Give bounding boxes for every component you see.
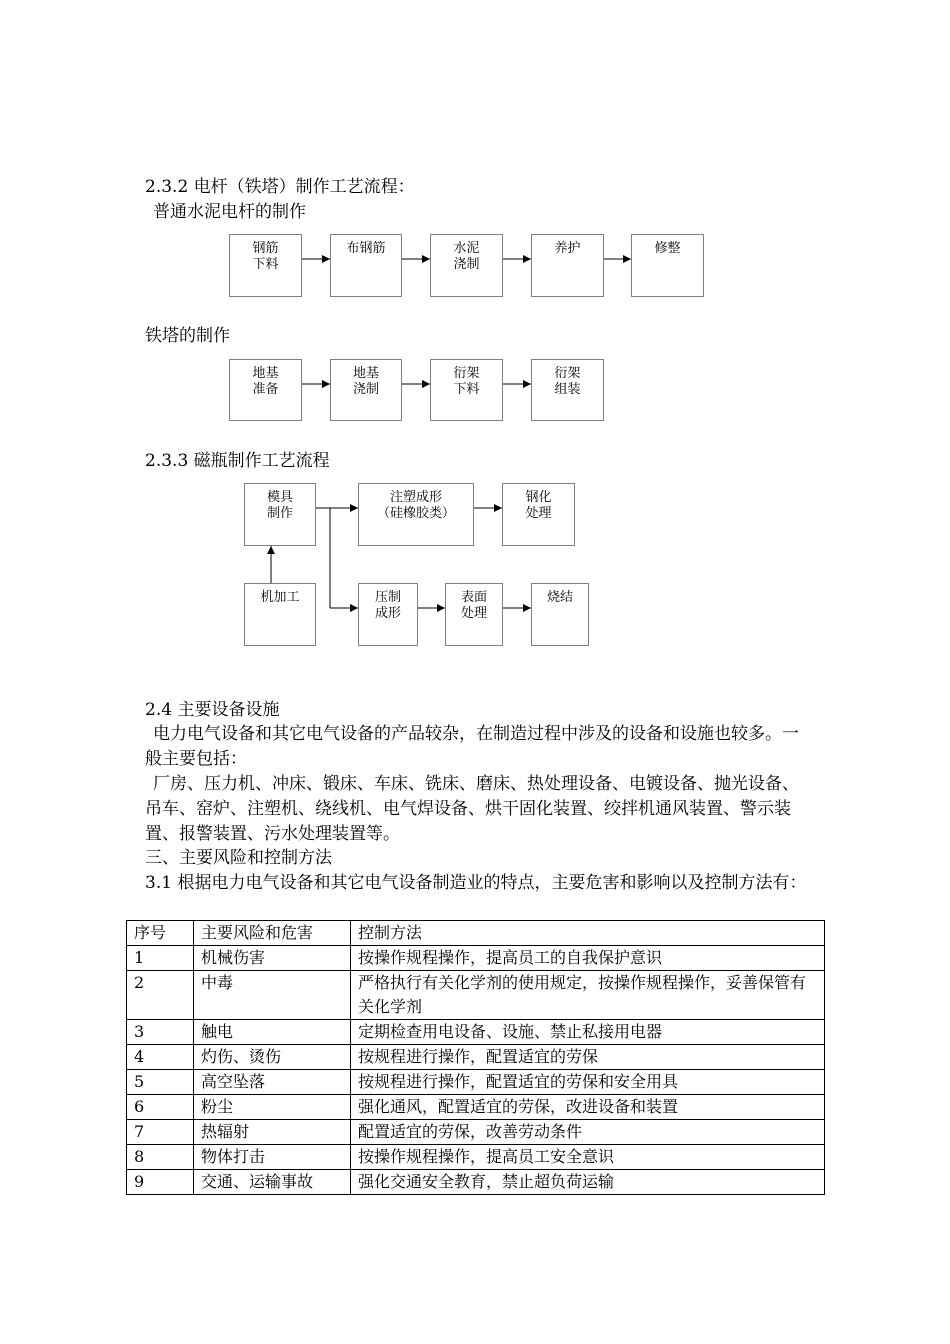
risk-table-header	[127, 921, 825, 946]
risk-name: 粉尘	[194, 1095, 351, 1120]
insulator-step-box: 模具 制作	[244, 483, 316, 546]
control-method: 严格执行有关化学剂的使用规定，按操作规程操作，妥善保管有关化学剂	[351, 971, 825, 1020]
pole-process-title: 普通水泥电杆的制作	[153, 202, 306, 222]
equipment-intro: 电力电气设备和其它电气设备的产品较杂，在制造过程中涉及的设备和设施也较多。一般主要包括：	[145, 724, 799, 769]
risk-name: 热辐射	[194, 1120, 351, 1145]
control-method: 按规程进行操作，配置适宜的劳保	[351, 1045, 825, 1070]
pole-step-box: 钢筋 下料	[229, 234, 302, 297]
control-method: 定期检查用电设备、设施、禁止私接用电器	[351, 1020, 825, 1045]
equipment-list: 厂房、压力机、冲床、锻床、车床、铣床、磨床、热处理设备、电镀设备、抛光设备、吊车、窑炉、注塑机、绕线机、电气焊设备、烘干固化装置、绞拌机通风装置、警示装置、报警装置、污水处理装置等。	[145, 774, 799, 844]
control-method: 强化交通安全教育，禁止超负荷运输	[351, 1170, 825, 1195]
row-number: 3	[127, 1020, 194, 1045]
tower-step-box: 地基 准备	[229, 359, 302, 421]
section-3-heading: 三、主要风险和控制方法	[145, 848, 332, 868]
table-row	[127, 946, 825, 971]
table-row	[127, 1095, 825, 1120]
table-row	[127, 1170, 825, 1195]
tower-step-box: 衍架 下料	[430, 359, 503, 421]
row-number: 4	[127, 1045, 194, 1070]
tower-process-title: 铁塔的制作	[145, 326, 230, 346]
pole-step-box: 布钢筋	[330, 234, 402, 297]
table-row	[127, 1045, 825, 1070]
control-method: 配置适宜的劳保，改善劳动条件	[351, 1120, 825, 1145]
table-row	[127, 1145, 825, 1170]
insulator-step-box: 表面 处理	[445, 583, 503, 646]
row-number: 2	[127, 971, 194, 1020]
section-24-heading: 2.4 主要设备设施	[145, 700, 280, 720]
insulator-step-box: 注塑成形 （硅橡胶类）	[358, 483, 474, 546]
row-number: 9	[127, 1170, 194, 1195]
insulator-step-box: 钢化 处理	[502, 483, 575, 546]
control-method: 强化通风，配置适宜的劳保，改进设备和装置	[351, 1095, 825, 1120]
control-method: 按规程进行操作，配置适宜的劳保和安全用具	[351, 1070, 825, 1095]
pole-step-box: 修整	[631, 234, 704, 297]
header-cell: 序号	[127, 921, 194, 946]
pole-step-box: 养护	[531, 234, 604, 297]
table-row	[127, 1070, 825, 1095]
table-row	[127, 1020, 825, 1045]
risk-name: 中毒	[194, 971, 351, 1020]
header-cell: 控制方法	[351, 921, 825, 946]
row-number: 6	[127, 1095, 194, 1120]
pole-step-box: 水泥 浇制	[430, 234, 503, 297]
risk-name: 高空坠落	[194, 1070, 351, 1095]
row-number: 1	[127, 946, 194, 971]
insulator-step-box: 机加工	[244, 583, 316, 646]
header-cell: 主要风险和危害	[194, 921, 351, 946]
risk-table	[126, 920, 825, 1195]
control-method: 按操作规程操作，提高员工的自我保护意识	[351, 946, 825, 971]
table-row	[127, 971, 825, 1020]
section-232-heading: 2.3.2 电杆（铁塔）制作工艺流程：	[145, 177, 415, 197]
tower-step-box: 地基 浇制	[330, 359, 402, 421]
control-method: 按操作规程操作，提高员工安全意识	[351, 1145, 825, 1170]
row-number: 8	[127, 1145, 194, 1170]
table-row	[127, 1120, 825, 1145]
risk-name: 物体打击	[194, 1145, 351, 1170]
risk-intro: 3.1 根据电力电气设备和其它电气设备制造业的特点，主要危害和影响以及控制方法有：	[145, 873, 807, 893]
risk-name: 触电	[194, 1020, 351, 1045]
insulator-step-box: 烧结	[531, 583, 589, 646]
risk-name: 机械伤害	[194, 946, 351, 971]
risk-name: 交通、运输事故	[194, 1170, 351, 1195]
tower-step-box: 衍架 组装	[531, 359, 604, 421]
row-number: 5	[127, 1070, 194, 1095]
insulator-step-box: 压制 成形	[358, 583, 418, 646]
risk-name: 灼伤、烫伤	[194, 1045, 351, 1070]
section-233-heading: 2.3.3 磁瓶制作工艺流程	[145, 451, 330, 471]
row-number: 7	[127, 1120, 194, 1145]
